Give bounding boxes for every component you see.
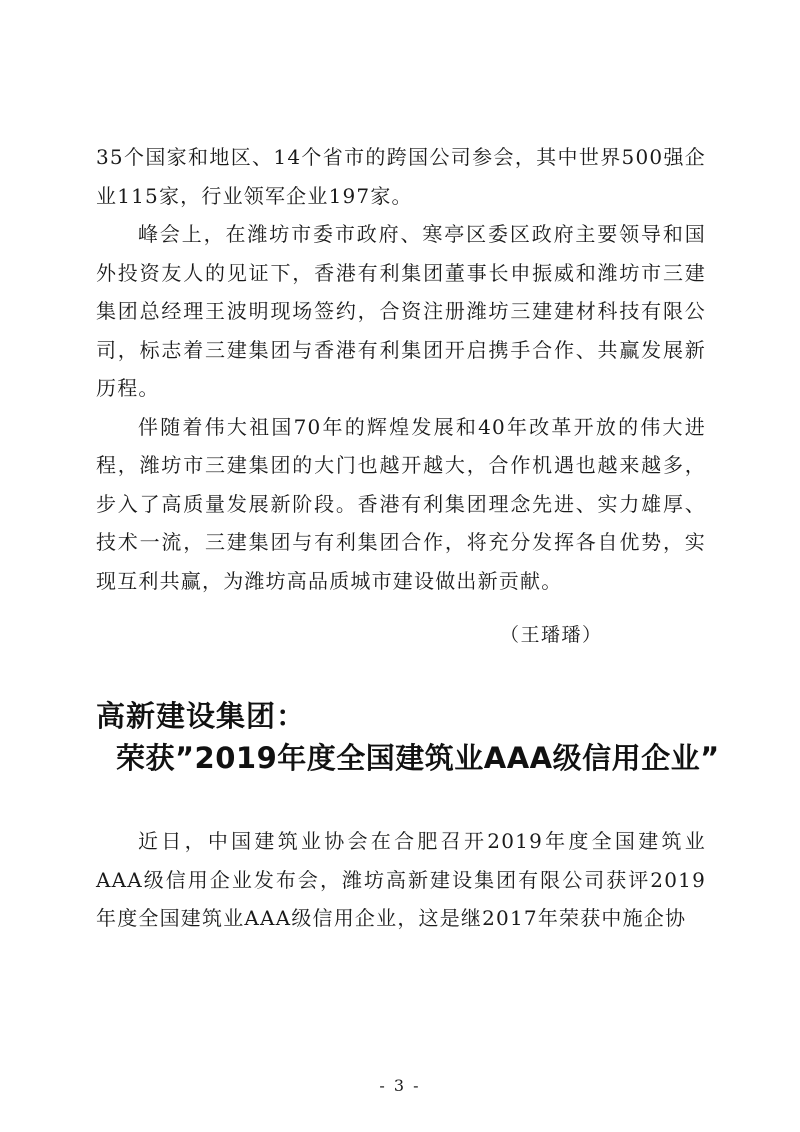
page-number: - 3 - bbox=[379, 1076, 421, 1095]
article-2-headline-line-1: 高新建设集团： bbox=[96, 699, 307, 733]
article-1-paragraph-3: 伴随着伟大祖国70年的辉煌发展和40年改革开放的伟大进程，潍坊市三建集团的大门也越开越大，合作机遇也越来越多，步入了高质量发展新阶段。香港有利集团理念先进、实力雄厚、技术一流，三建集团与有利集团合作，将充分发挥各自优势，实现互利共赢，为潍坊高品质城市建设做出新贡献。 bbox=[96, 414, 706, 593]
article-1-paragraph-2: 峰会上，在潍坊市委市政府、寒亭区委区政府主要领导和国外投资友人的见证下，香港有利集团董事长申振威和潍坊市三建集团总经理王波明现场签约，合资注册潍坊三建建材科技有限公司，标志着三建集团与香港有利集团开启携手合作、共赢发展新历程。 bbox=[96, 222, 706, 400]
article-1-byline: （王璠璠） bbox=[500, 624, 603, 646]
article-2-headline-line-2: 荣获”2019年度全国建筑业AAA级信用企业” bbox=[116, 741, 720, 775]
article-2-body bbox=[96, 822, 706, 938]
article-1-body bbox=[96, 138, 706, 600]
article-2-paragraph-1: 近日，中国建筑业协会在合肥召开2019年度全国建筑业AAA级信用企业发布会，潍坊高新建设集团有限公司获评2019年度全国建筑业AAA级信用企业，这是继2017年荣获中施企协 bbox=[96, 829, 706, 930]
article-1-paragraph-1: 35个国家和地区、14个省市的跨国公司参会，其中世界500强企业115家，行业领军企业197家。 bbox=[96, 145, 706, 208]
